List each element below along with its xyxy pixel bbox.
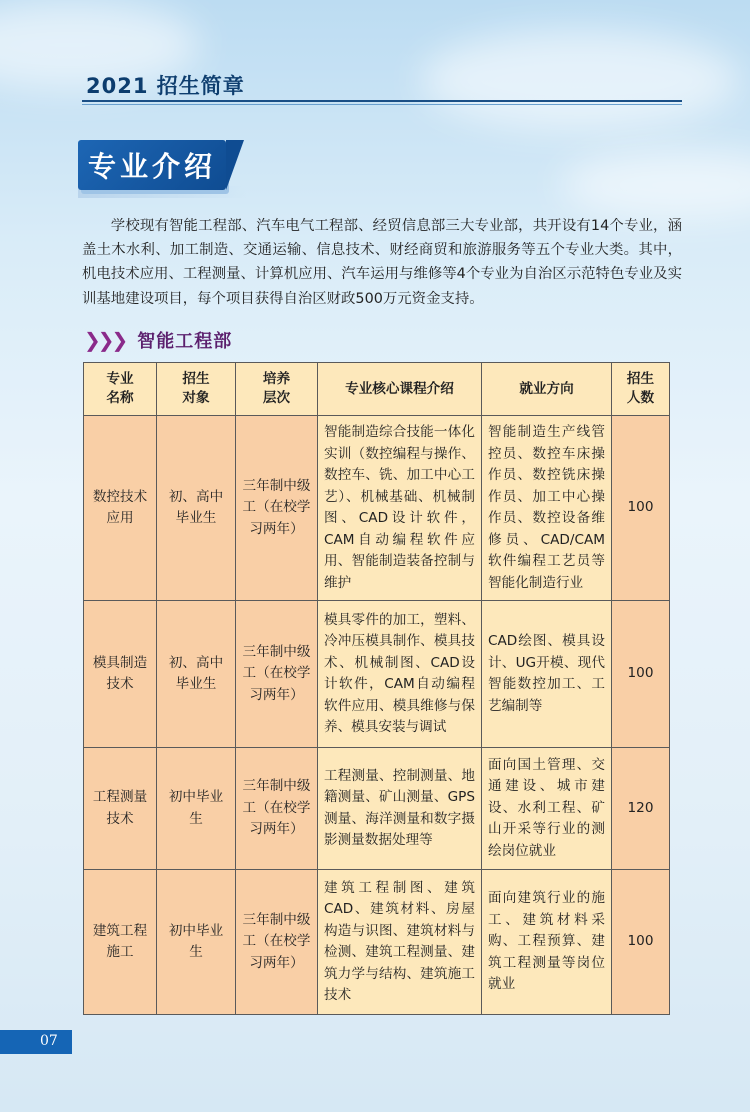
department-heading — [84, 327, 232, 353]
section-banner: 专业介绍 — [78, 140, 226, 190]
training-level: 三年制中级工（在校学习两年） — [236, 416, 318, 601]
enroll-count: 100 — [612, 601, 670, 748]
col-header-target: 招生 对象 — [157, 363, 236, 416]
major-name: 工程测量技术 — [84, 748, 157, 870]
employment-direction: 面向建筑行业的施工、建筑材料采购、工程预算、建筑工程测量等岗位就业 — [482, 870, 612, 1015]
department-title: 智能工程部 — [137, 331, 233, 352]
brochure-title: 2021 招生简章 — [86, 74, 245, 98]
table-header-row — [84, 363, 670, 416]
enroll-count: 120 — [612, 748, 670, 870]
enroll-target: 初中毕业生 — [157, 870, 236, 1015]
core-courses: 建筑工程制图、建筑CAD、建筑材料、房屋构造与识图、建筑材料与检测、建筑工程测量、建筑力学与结构、建筑施工技术 — [318, 870, 482, 1015]
training-level: 三年制中级工（在校学习两年） — [236, 748, 318, 870]
col-header-jobs: 就业方向 — [482, 363, 612, 416]
triple-chevron-icon: ❯❯❯ — [84, 328, 126, 352]
enroll-count: 100 — [612, 870, 670, 1015]
core-courses: 工程测量、控制测量、地籍测量、矿山测量、GPS测量、海洋测量和数字摄影测量数据处理等 — [318, 748, 482, 870]
col-header-count: 招生 人数 — [612, 363, 670, 416]
major-name: 建筑工程施工 — [84, 870, 157, 1015]
training-level: 三年制中级工（在校学习两年） — [236, 601, 318, 748]
major-name: 模具制造技术 — [84, 601, 157, 748]
employment-direction: CAD绘图、模具设计、UG开模、现代智能数控加工、工艺编制等 — [482, 601, 612, 748]
cloud-decoration — [420, 30, 740, 130]
header-divider — [82, 100, 682, 102]
page-number: 07 — [40, 1033, 58, 1049]
core-courses: 智能制造综合技能一体化实训（数控编程与操作、数控车、铣、加工中心工艺）、机械基础、机械制图、CAD设计软件，CAM自动编程软件应用、智能制造装备控制与维护 — [318, 416, 482, 601]
enroll-count: 100 — [612, 416, 670, 601]
majors-table — [83, 362, 670, 1015]
employment-direction: 智能制造生产线管控员、数控车床操作员、数控铣床操作员、加工中心操作员、数控设备维修员、CAD/CAM软件编程工艺员等智能化制造行业 — [482, 416, 612, 601]
page-number-tab — [0, 1030, 72, 1054]
major-name: 数控技术应用 — [84, 416, 157, 601]
col-header-level: 培养 层次 — [236, 363, 318, 416]
enroll-target: 初、高中毕业生 — [157, 416, 236, 601]
employment-direction: 面向国土管理、交通建设、城市建设、水利工程、矿山开采等行业的测绘岗位就业 — [482, 748, 612, 870]
training-level: 三年制中级工（在校学习两年） — [236, 870, 318, 1015]
col-header-name: 专业 名称 — [84, 363, 157, 416]
intro-paragraph: 学校现有智能工程部、汽车电气工程部、经贸信息部三大专业部，共开设有14个专业，涵盖土木水利、加工制造、交通运输、信息技术、财经商贸和旅游服务等五个专业大类。其中，机电技术应用、工程测量、计算机应用、汽车运用与维修等4个专业为自治区示范特色专业及实训基地建设项目，每个项目获得自治区财政500万元资金支持。 — [82, 218, 682, 307]
table-row — [84, 416, 670, 601]
table-row — [84, 870, 670, 1015]
enroll-target: 初、高中毕业生 — [157, 601, 236, 748]
table-row — [84, 601, 670, 748]
col-header-courses: 专业核心课程介绍 — [318, 363, 482, 416]
header-divider-thin — [82, 104, 682, 105]
core-courses: 模具零件的加工，塑料、冷冲压模具制作、模具技术、机械制图、CAD设计软件，CAM自动编程软件应用、模具维修与保养、模具安装与调试 — [318, 601, 482, 748]
table-row — [84, 748, 670, 870]
enroll-target: 初中毕业生 — [157, 748, 236, 870]
cloud-decoration — [560, 150, 750, 220]
